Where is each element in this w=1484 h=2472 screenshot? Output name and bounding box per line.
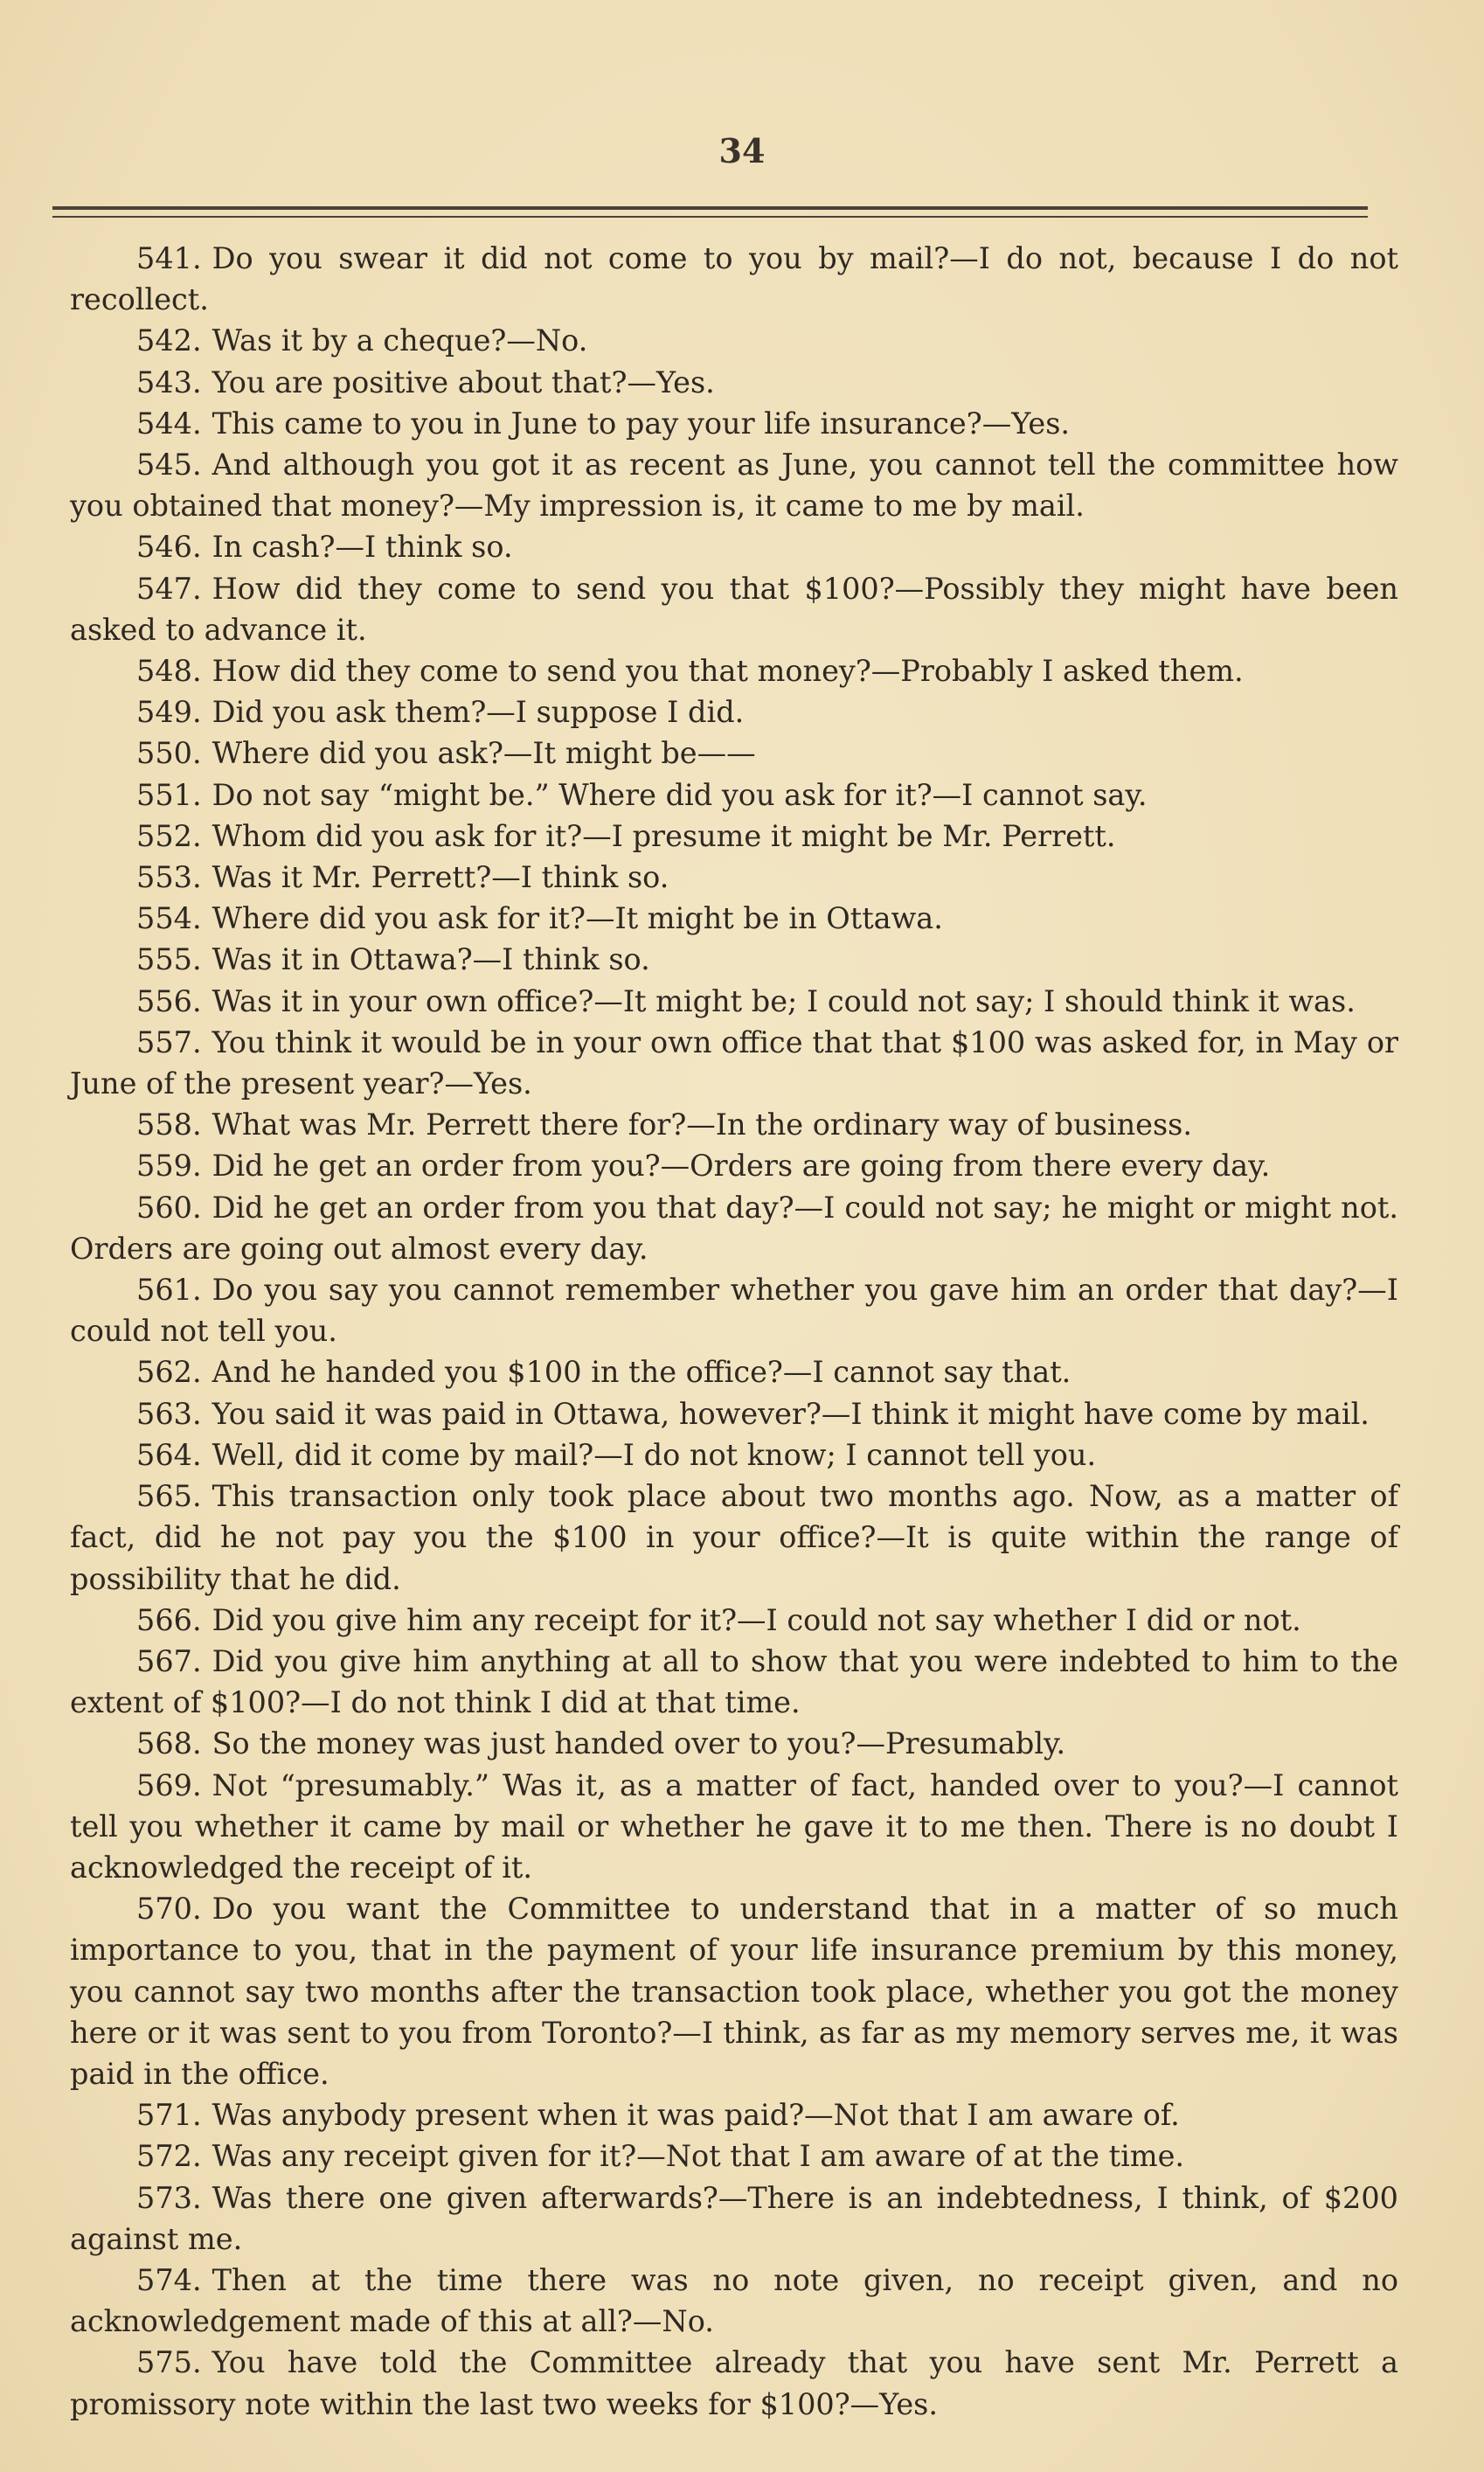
entry-text: Do you swear it did not come to you by mail?—I do not, because I do not recollect. xyxy=(70,241,1398,317)
entry-text: How did they come to send you that $100?—Possibly they might have been asked to advance it. xyxy=(70,571,1398,647)
entry-text: Do not say “might be.” Where did you ask for it?—I cannot say. xyxy=(212,777,1148,812)
entry-text: Did you ask them?—I suppose I did. xyxy=(212,695,745,730)
entry-number: 550. xyxy=(136,736,202,771)
entry-number: 544. xyxy=(136,406,202,441)
testimony-entry xyxy=(70,857,1398,898)
entry-text: What was Mr. Perrett there for?—In the ordinary way of business. xyxy=(212,1108,1193,1142)
entry-number: 551. xyxy=(136,777,202,812)
entry-text: Where did you ask for it?—It might be in Ottawa. xyxy=(212,901,943,936)
entry-number: 559. xyxy=(136,1149,202,1184)
page-number: 34 xyxy=(718,131,766,170)
entry-number: 542. xyxy=(136,323,202,358)
entry-text: Was there one given afterwards?—There is an indebtedness, I think, of $200 against me. xyxy=(70,2180,1398,2256)
entry-number: 567. xyxy=(136,1643,202,1678)
testimony-entry xyxy=(70,362,1398,403)
entry-text: You said it was paid in Ottawa, however?—I think it might have come by mail. xyxy=(212,1396,1370,1431)
testimony-entry xyxy=(70,320,1398,361)
entry-text: Was it Mr. Perrett?—I think so. xyxy=(212,860,669,895)
entry-number: 563. xyxy=(136,1396,202,1431)
entry-text: You think it would be in your own office that that $100 was asked for, in May or June of the present year?—Yes. xyxy=(70,1024,1398,1101)
testimony-entry xyxy=(70,2094,1398,2135)
header-rule-thin xyxy=(52,216,1368,218)
entry-number: 570. xyxy=(136,1892,202,1927)
testimony-entry xyxy=(70,1476,1398,1600)
testimony-entry xyxy=(70,1022,1398,1104)
testimony-entry xyxy=(70,526,1398,567)
entry-text: Did he get an order from you?—Orders are going from there every day. xyxy=(212,1149,1271,1184)
entry-number: 562. xyxy=(136,1355,202,1390)
entry-number: 545. xyxy=(136,448,202,483)
entry-number: 573. xyxy=(136,2180,202,2215)
entry-text: Was it by a cheque?—No. xyxy=(212,323,588,358)
entry-number: 549. xyxy=(136,695,202,730)
entry-text: Well, did it come by mail?—I do not know; I cannot tell you. xyxy=(212,1437,1097,1472)
entry-text: Did you give him anything at all to show that you were indebted to him to the extent of $100?—I do not think I did at that time. xyxy=(70,1643,1398,1720)
testimony-entry xyxy=(70,2135,1398,2177)
entry-text: Do you say you cannot remember whether you gave him an order that day?—I could not tell you. xyxy=(70,1273,1398,1349)
entry-number: 556. xyxy=(136,983,202,1018)
entry-number: 543. xyxy=(136,365,202,399)
entry-number: 546. xyxy=(136,530,202,565)
entry-number: 547. xyxy=(136,571,202,606)
testimony-entry xyxy=(70,691,1398,733)
testimony-entry xyxy=(70,1187,1398,1269)
entry-text: Not “presumably.” Was it, as a matter of fact, handed over to you?—I cannot tell you whether it came by mail or whether he gave it to me then. There is no doubt I acknowledged the receipt of it. xyxy=(70,1767,1398,1885)
testimony-entry xyxy=(70,1269,1398,1351)
entry-number: 575. xyxy=(136,2345,202,2380)
testimony-entry xyxy=(70,568,1398,650)
testimony-entry xyxy=(70,774,1398,816)
entry-number: 569. xyxy=(136,1767,202,1802)
testimony-entry xyxy=(70,898,1398,939)
entry-number: 560. xyxy=(136,1190,202,1225)
entry-text: This transaction only took place about two months ago. Now, as a matter of fact, did he not pay you the $100 in your office?—It is quite within the range of possibility that he did. xyxy=(70,1479,1398,1596)
testimony-entry xyxy=(70,1434,1398,1476)
testimony-entry xyxy=(70,1393,1398,1434)
entry-number: 564. xyxy=(136,1437,202,1472)
entry-number: 555. xyxy=(136,942,202,977)
entry-number: 574. xyxy=(136,2262,202,2297)
entry-text: Was it in Ottawa?—I think so. xyxy=(212,942,650,977)
entry-number: 572. xyxy=(136,2139,202,2174)
testimony-entry xyxy=(70,403,1398,444)
testimony-entry xyxy=(70,981,1398,1022)
testimony-entry xyxy=(70,1351,1398,1392)
entry-text: This came to you in June to pay your life insurance?—Yes. xyxy=(212,406,1071,441)
entry-number: 548. xyxy=(136,654,202,689)
entry-text: Do you want the Committee to understand that in a matter of so much importance to you, that in the payment of your life insurance premium by this money, you cannot say two months after the transaction took place, whether you got the money here or it was sent to you from Toronto?—I think, as far as my memory serves me, it was paid in the office. xyxy=(70,1892,1398,2091)
testimony-entry xyxy=(70,1888,1398,2094)
entry-number: 553. xyxy=(136,860,202,895)
testimony-entry xyxy=(70,733,1398,774)
entry-text: Was any receipt given for it?—Not that I am aware of at the time. xyxy=(212,2139,1185,2174)
entry-number: 565. xyxy=(136,1479,202,1514)
entry-text: In cash?—I think so. xyxy=(212,530,513,565)
entry-text: Where did you ask?—It might be—— xyxy=(212,736,756,771)
entry-text: How did they come to send you that money?—Probably I asked them. xyxy=(212,654,1244,689)
testimony-entry xyxy=(70,1723,1398,1764)
entry-text: Then at the time there was no note given, no receipt given, and no acknowledgement made of this at all?—No. xyxy=(70,2262,1398,2339)
testimony-entry xyxy=(70,1104,1398,1145)
entry-text: So the money was just handed over to you?—Presumably. xyxy=(212,1726,1066,1761)
entry-text: Whom did you ask for it?—I presume it might be Mr. Perrett. xyxy=(212,818,1116,853)
entry-number: 558. xyxy=(136,1108,202,1142)
testimony-entry xyxy=(70,444,1398,526)
entry-text: And although you got it as recent as June, you cannot tell the committee how you obtained that money?—My impression is, it came to me by mail. xyxy=(70,448,1398,524)
entry-number: 566. xyxy=(136,1602,202,1637)
entry-number: 541. xyxy=(136,241,202,275)
entry-number: 557. xyxy=(136,1024,202,1059)
testimony-entry xyxy=(70,816,1398,857)
entry-text: Was anybody present when it was paid?—Not that I am aware of. xyxy=(212,2098,1180,2133)
testimony-entry xyxy=(70,1600,1398,1641)
entry-number: 561. xyxy=(136,1273,202,1308)
testimony-entry xyxy=(70,2342,1398,2424)
testimony-body xyxy=(70,238,1398,2425)
entry-text: Did you give him any receipt for it?—I could not say whether I did or not. xyxy=(212,1602,1301,1637)
entry-text: Did he get an order from you that day?—I could not say; he might or might not. Orders are going out almost every day. xyxy=(70,1190,1398,1266)
entry-number: 571. xyxy=(136,2098,202,2133)
entry-text: You have told the Committee already that you have sent Mr. Perrett a promissory note within the last two weeks for $100?—Yes. xyxy=(70,2345,1398,2421)
entry-number: 552. xyxy=(136,818,202,853)
entry-text: You are positive about that?—Yes. xyxy=(212,365,715,399)
testimony-entry xyxy=(70,2177,1398,2260)
testimony-entry xyxy=(70,2260,1398,2342)
testimony-entry xyxy=(70,238,1398,320)
header-rule-thick xyxy=(52,206,1368,210)
entry-number: 554. xyxy=(136,901,202,936)
entry-number: 568. xyxy=(136,1726,202,1761)
testimony-entry xyxy=(70,1765,1398,1889)
testimony-entry xyxy=(70,650,1398,691)
entry-text: Was it in your own office?—It might be; I could not say; I should think it was. xyxy=(212,983,1356,1018)
testimony-entry xyxy=(70,1641,1398,1723)
testimony-entry xyxy=(70,939,1398,980)
testimony-entry xyxy=(70,1145,1398,1186)
entry-text: And he handed you $100 in the office?—I cannot say that. xyxy=(212,1355,1071,1390)
